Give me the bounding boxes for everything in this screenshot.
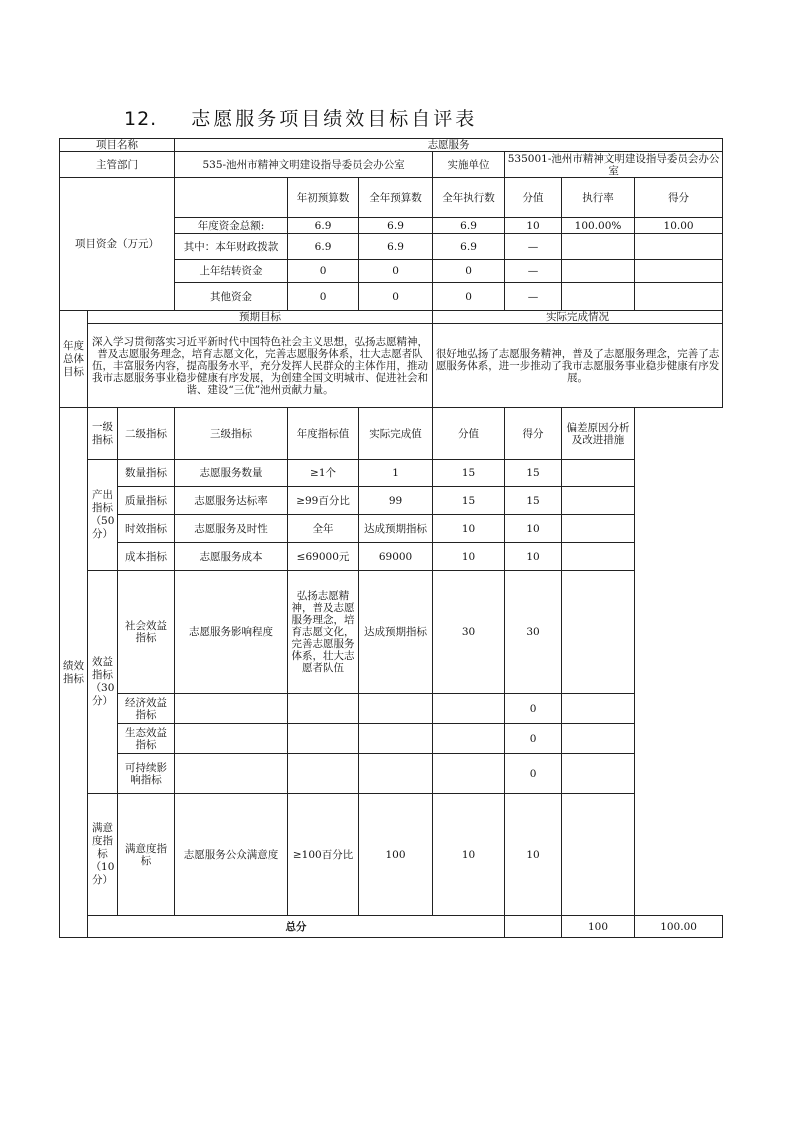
perf-value: 15 bbox=[433, 460, 505, 487]
perf-value: 15 bbox=[433, 487, 505, 515]
funds-row-score bbox=[635, 283, 723, 311]
perf-actual: 69000 bbox=[359, 543, 433, 571]
funds-row-exec: 0 bbox=[433, 283, 505, 311]
perf-value: 10 bbox=[433, 543, 505, 571]
funds-header-blank bbox=[175, 178, 288, 218]
funds-row-annual: 6.9 bbox=[359, 218, 433, 234]
perf-level2: 满意度指标 bbox=[118, 794, 175, 916]
goals-expected-header: 预期目标 bbox=[88, 311, 433, 324]
impl-value: 535001-池州市精神文明建设指导委员会办公室 bbox=[505, 152, 723, 178]
funds-row-score bbox=[635, 260, 723, 283]
perf-level3 bbox=[175, 694, 288, 724]
perf-level3 bbox=[175, 724, 288, 754]
perf-actual bbox=[359, 694, 433, 724]
title-text: 志愿服务项目绩效目标自评表 bbox=[191, 108, 478, 130]
perf-level3: 志愿服务达标率 bbox=[175, 487, 288, 515]
perf-score: 0 bbox=[505, 754, 562, 794]
funds-row-value: — bbox=[505, 260, 562, 283]
perf-reason bbox=[562, 515, 635, 543]
perf-level3: 志愿服务数量 bbox=[175, 460, 288, 487]
perf-header-actual: 实际完成值 bbox=[359, 408, 433, 460]
perf-level3: 志愿服务成本 bbox=[175, 543, 288, 571]
perf-level2: 社会效益指标 bbox=[118, 571, 175, 694]
perf-actual bbox=[359, 724, 433, 754]
perf-level1: 产出指标（50分） bbox=[88, 460, 118, 571]
perf-score: 0 bbox=[505, 724, 562, 754]
perf-reason bbox=[562, 543, 635, 571]
funds-row-score bbox=[635, 234, 723, 260]
funds-header-init: 年初预算数 bbox=[288, 178, 359, 218]
perf-score: 15 bbox=[505, 460, 562, 487]
perf-level2: 生态效益指标 bbox=[118, 724, 175, 754]
funds-row-annual: 0 bbox=[359, 260, 433, 283]
perf-actual: 达成预期指标 bbox=[359, 515, 433, 543]
funds-header-exec: 全年执行数 bbox=[433, 178, 505, 218]
perf-reason bbox=[562, 460, 635, 487]
total-label: 总分 bbox=[88, 916, 505, 938]
funds-row-name: 其他资金 bbox=[175, 283, 288, 311]
funds-row-value: 10 bbox=[505, 218, 562, 234]
perf-level2: 质量指标 bbox=[118, 487, 175, 515]
perf-target bbox=[288, 754, 359, 794]
funds-row-init: 6.9 bbox=[288, 234, 359, 260]
total-score: 100.00 bbox=[635, 916, 723, 938]
total-value: 100 bbox=[562, 916, 635, 938]
perf-target bbox=[288, 694, 359, 724]
perf-level3: 志愿服务影响程度 bbox=[175, 571, 288, 694]
perf-value: 30 bbox=[433, 571, 505, 694]
perf-level2: 时效指标 bbox=[118, 515, 175, 543]
project-name: 志愿服务 bbox=[175, 139, 723, 152]
funds-header-rate: 执行率 bbox=[562, 178, 635, 218]
perf-header-level1: 一级指标 bbox=[88, 408, 118, 460]
funds-row-annual: 0 bbox=[359, 283, 433, 311]
funds-row-rate bbox=[562, 260, 635, 283]
impl-label: 实施单位 bbox=[433, 152, 505, 178]
perf-value: 10 bbox=[433, 515, 505, 543]
perf-actual bbox=[359, 754, 433, 794]
perf-level3: 志愿服务公众满意度 bbox=[175, 794, 288, 916]
funds-row-name: 上年结转资金 bbox=[175, 260, 288, 283]
perf-header-score: 得分 bbox=[505, 408, 562, 460]
funds-label: 项目资金（万元） bbox=[60, 178, 175, 311]
perf-label: 绩效指标 bbox=[60, 408, 88, 938]
evaluation-table bbox=[59, 138, 723, 938]
perf-reason bbox=[562, 724, 635, 754]
perf-target: ≥99百分比 bbox=[288, 487, 359, 515]
perf-value bbox=[433, 694, 505, 724]
perf-reason bbox=[562, 754, 635, 794]
perf-actual: 1 bbox=[359, 460, 433, 487]
goals-label: 年度总体目标 bbox=[60, 311, 88, 408]
perf-target: 全年 bbox=[288, 515, 359, 543]
perf-actual: 99 bbox=[359, 487, 433, 515]
funds-row-value: — bbox=[505, 283, 562, 311]
funds-row-rate: 100.00% bbox=[562, 218, 635, 234]
perf-target: ≥1个 bbox=[288, 460, 359, 487]
funds-row-score: 10.00 bbox=[635, 218, 723, 234]
perf-value bbox=[433, 724, 505, 754]
project-name-label: 项目名称 bbox=[60, 139, 175, 152]
perf-level2: 成本指标 bbox=[118, 543, 175, 571]
perf-reason bbox=[562, 794, 635, 916]
goals-actual-text: 很好地弘扬了志愿服务精神，普及了志愿服务理念，完善了志愿服务体系，进一步推动了我市志愿服务事业稳步健康有序发展。 bbox=[433, 324, 723, 408]
title-number: 12. bbox=[124, 108, 158, 130]
perf-header-level2: 二级指标 bbox=[118, 408, 175, 460]
funds-row-name: 年度资金总额: bbox=[175, 218, 288, 234]
funds-row-rate bbox=[562, 283, 635, 311]
perf-score: 15 bbox=[505, 487, 562, 515]
funds-row-value: — bbox=[505, 234, 562, 260]
perf-score: 10 bbox=[505, 794, 562, 916]
perf-level1: 满意度指标（10分） bbox=[88, 794, 118, 916]
perf-target bbox=[288, 724, 359, 754]
funds-header-score: 得分 bbox=[635, 178, 723, 218]
perf-actual: 达成预期指标 bbox=[359, 571, 433, 694]
perf-header-target: 年度指标值 bbox=[288, 408, 359, 460]
funds-row-exec: 0 bbox=[433, 260, 505, 283]
total-blank bbox=[505, 916, 562, 938]
perf-reason bbox=[562, 487, 635, 515]
perf-reason bbox=[562, 694, 635, 724]
perf-score: 10 bbox=[505, 515, 562, 543]
perf-level3 bbox=[175, 754, 288, 794]
perf-target: ≤69000元 bbox=[288, 543, 359, 571]
perf-actual: 100 bbox=[359, 794, 433, 916]
perf-level2: 数量指标 bbox=[118, 460, 175, 487]
perf-value bbox=[433, 754, 505, 794]
perf-header-level3: 三级指标 bbox=[175, 408, 288, 460]
funds-row-init: 0 bbox=[288, 260, 359, 283]
funds-header-value: 分值 bbox=[505, 178, 562, 218]
perf-score: 30 bbox=[505, 571, 562, 694]
perf-level2: 可持续影响指标 bbox=[118, 754, 175, 794]
funds-row-name: 其中：本年财政拨款 bbox=[175, 234, 288, 260]
perf-level2: 经济效益指标 bbox=[118, 694, 175, 724]
dept-label: 主管部门 bbox=[60, 152, 175, 178]
goals-expected-text: 深入学习贯彻落实习近平新时代中国特色社会主义思想，弘扬志愿精神，普及志愿服务理念，培育志愿文化，完善志愿服务体系，壮大志愿者队伍，丰富服务内容，提高服务水平，充分发挥人民群众的主体作用，推动我市志愿服务事业稳步健康有序发展，为创建全国文明城市、促进社会和谐、建设“三优”池州贡献力量。 bbox=[88, 324, 433, 408]
perf-header-value: 分值 bbox=[433, 408, 505, 460]
funds-header-annual: 全年预算数 bbox=[359, 178, 433, 218]
perf-score: 10 bbox=[505, 543, 562, 571]
perf-reason bbox=[562, 571, 635, 694]
perf-level1: 效益指标（30分） bbox=[88, 571, 118, 794]
goals-actual-header: 实际完成情况 bbox=[433, 311, 723, 324]
perf-header-reason: 偏差原因分析及改进措施 bbox=[562, 408, 635, 460]
funds-row-init: 6.9 bbox=[288, 218, 359, 234]
dept-value: 535-池州市精神文明建设指导委员会办公室 bbox=[175, 152, 433, 178]
funds-row-rate bbox=[562, 234, 635, 260]
funds-row-exec: 6.9 bbox=[433, 234, 505, 260]
funds-row-exec: 6.9 bbox=[433, 218, 505, 234]
perf-target: 弘扬志愿精神，普及志愿服务理念，培育志愿文化，完善志愿服务体系，壮大志愿者队伍 bbox=[288, 571, 359, 694]
perf-score: 0 bbox=[505, 694, 562, 724]
funds-row-annual: 6.9 bbox=[359, 234, 433, 260]
page-title bbox=[124, 104, 477, 131]
perf-value: 10 bbox=[433, 794, 505, 916]
perf-target: ≥100百分比 bbox=[288, 794, 359, 916]
funds-row-init: 0 bbox=[288, 283, 359, 311]
perf-level3: 志愿服务及时性 bbox=[175, 515, 288, 543]
